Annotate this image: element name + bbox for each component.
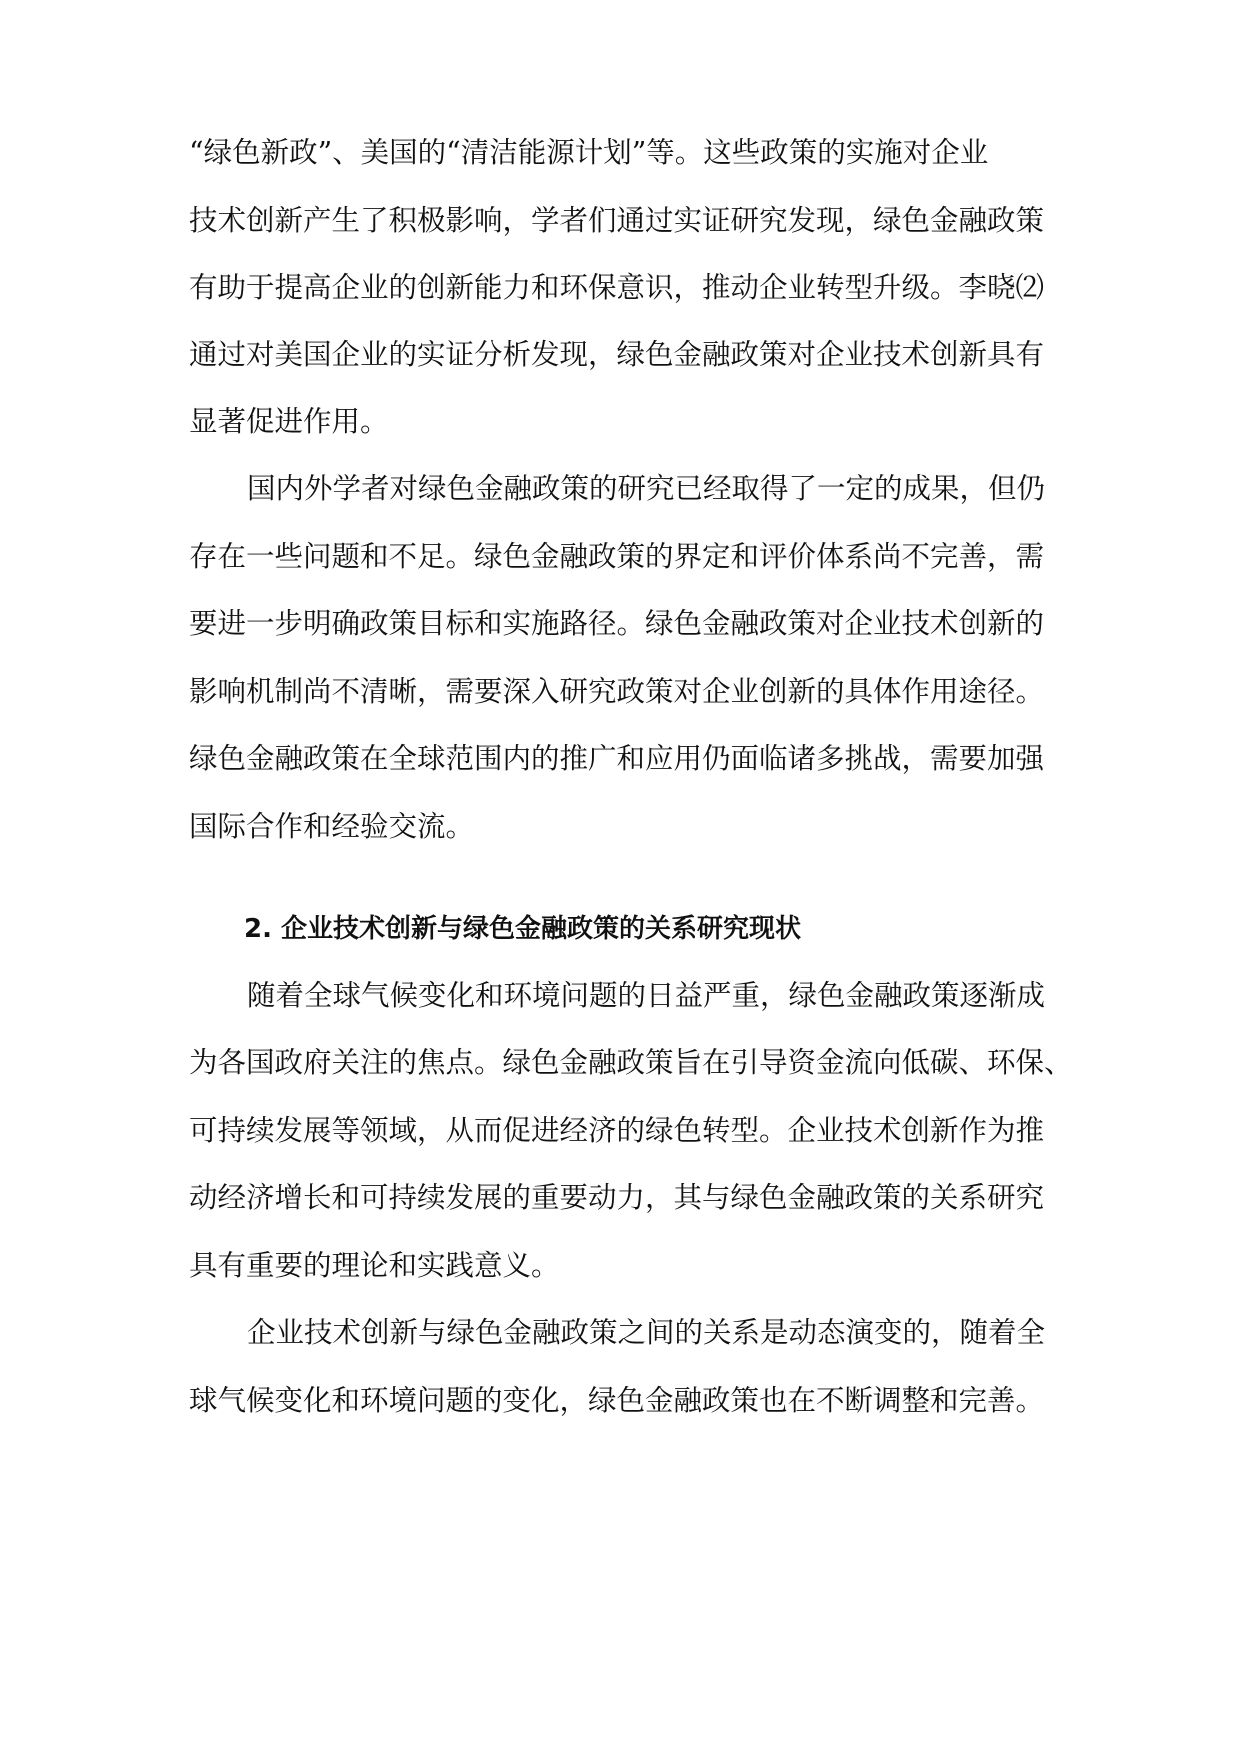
paragraph-1-line-1: “绿色新政”、美国的“清洁能源计划”等。这些政策的实施对企业 [189,136,989,169]
paragraph-4-line-1: 企业技术创新与绿色金融政策之间的关系是动态演变的，随着全 [247,1316,1046,1349]
paragraph-2-line-2: 存在一些问题和不足。绿色金融政策的界定和评价体系尚不完善，需 [189,540,1045,573]
paragraph-1-line-3: 有助于提高企业的创新能力和环保意识，推动企业转型升级。李晓⑵ [189,271,1045,304]
paragraph-3-line-3: 可持续发展等领域，从而促进经济的绿色转型。企业技术创新作为推 [189,1114,1045,1147]
paragraph-2-line-5: 绿色金融政策在全球范围内的推广和应用仍面临诸多挑战，需要加强 [189,742,1045,775]
paragraph-1-line-4: 通过对美国企业的实证分析发现，绿色金融政策对企业技术创新具有 [189,338,1045,371]
paragraph-3-line-1: 随着全球气候变化和环境问题的日益严重，绿色金融政策逐渐成 [247,979,1046,1012]
paragraph-2-line-6: 国际合作和经验交流。 [189,810,475,843]
paragraph-2-line-1: 国内外学者对绿色金融政策的研究已经取得了一定的成果，但仍 [247,472,1046,505]
paragraph-2-line-4: 影响机制尚不清晰，需要深入研究政策对企业创新的具体作用途径。 [189,675,1045,708]
paragraph-3-line-4: 动经济增长和可持续发展的重要动力，其与绿色金融政策的关系研究 [189,1181,1045,1214]
paragraph-1-line-5: 显著促进作用。 [189,405,389,438]
paragraph-3-line-2: 为各国政府关注的焦点。绿色金融政策旨在引导资金流向低碳、环保、 [189,1046,1073,1079]
paragraph-4-line-2: 球气候变化和环境问题的变化，绿色金融政策也在不断调整和完善。 [189,1384,1045,1417]
paragraph-2-line-3: 要进一步明确政策目标和实施路径。绿色金融政策对企业技术创新的 [189,607,1045,640]
paragraph-3-line-5: 具有重要的理论和实践意义。 [189,1249,560,1282]
paragraph-1-line-2: 技术创新产生了积极影响，学者们通过实证研究发现，绿色金融政策 [189,204,1045,237]
section-heading: 2. 企业技术创新与绿色金融政策的关系研究现状 [244,914,802,944]
